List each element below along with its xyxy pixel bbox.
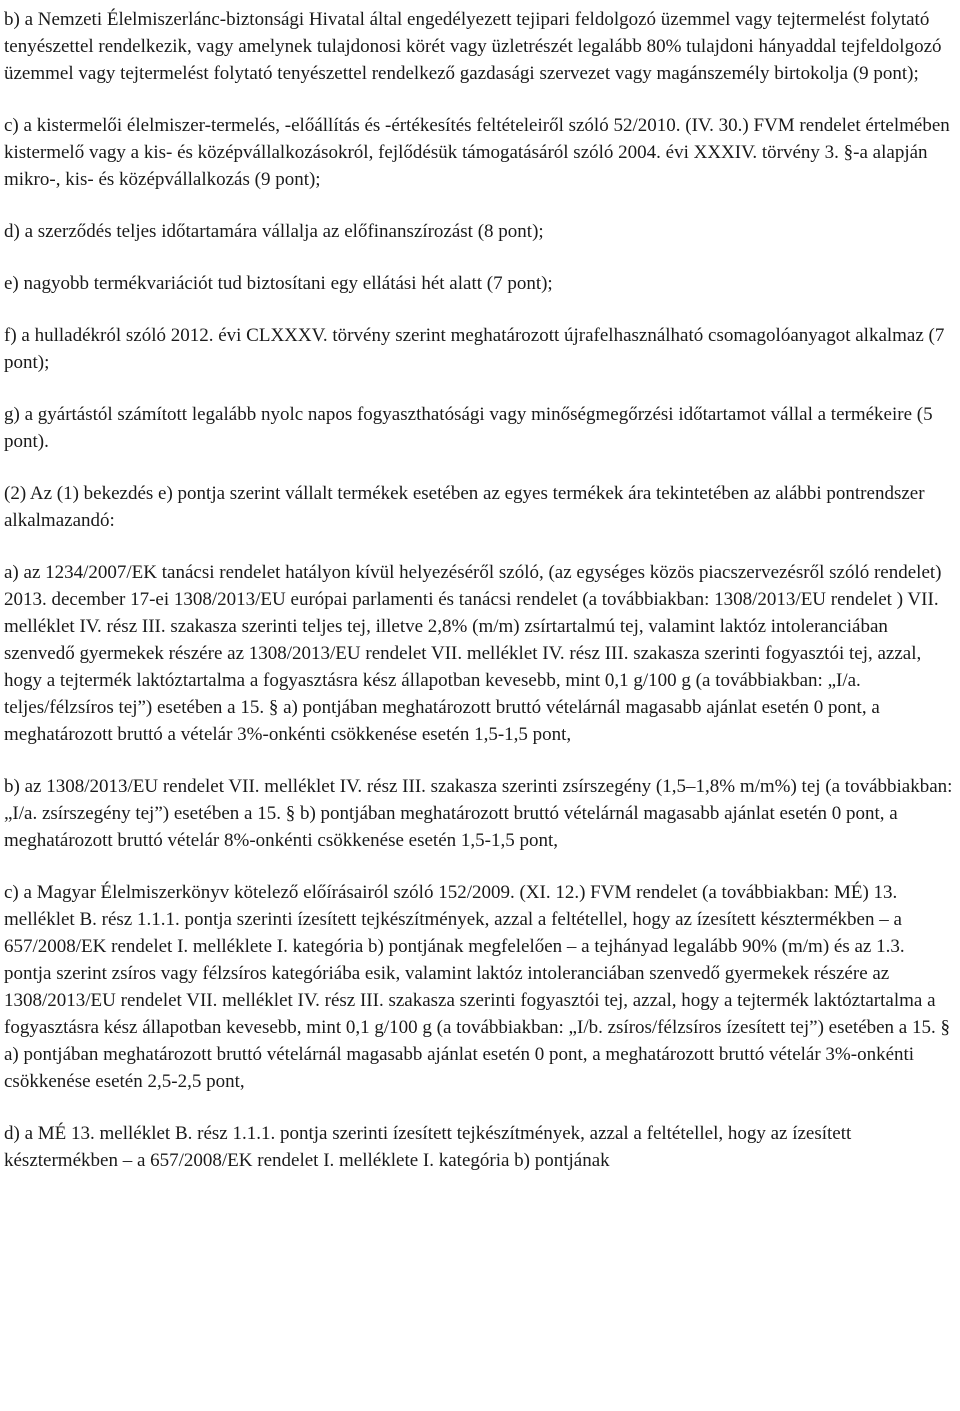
paragraph-e: e) nagyobb termékvariációt tud biztosítani egy ellátási hét alatt (7 pont);	[4, 273, 553, 294]
paragraph-section-2: (2) Az (1) bekezdés e) pontja szerint vállalt termékek esetében az egyes termékek ára tekintetében az alábbi pontrendszer alkalmazandó:	[4, 483, 925, 531]
paragraph-2d: d) a MÉ 13. melléklet B. rész 1.1.1. pontja szerinti ízesített tejkészítmények, azzal a feltétellel, hogy az ízesített késztermékben – a 657/2008/EK rendelet I. melléklete I. kategória b) pontjának	[4, 1123, 852, 1171]
paragraph-2a: a) az 1234/2007/EK tanácsi rendelet hatályon kívül helyezéséről szóló, (az egységes közös piacszervezésről szóló rendelet) 2013. december 17-ei 1308/2013/EU európai parlamenti és tanácsi rendelet (a továbbiakban: 1308/2013/EU rendelet ) VII. melléklet IV. rész III. szakasza szerinti teljes tej, illetve 2,8% (m/m) zsírtartalmú tej, valamint laktóz intoleranciában szenvedő gyermekek részére az 1308/2013/EU rendelet VII. melléklet IV. rész III. szakasza szerinti fogyasztói tej, azzal, hogy a tejtermék laktóztartalma a fogyasztásra kész állapotban kevesebb, mint 0,1 g/100 g (a továbbiakban: „I/a. teljes/félzsíros tej”) esetében a 15. § a) pontjában meghatározott bruttó vételárnál magasabb ajánlat esetén 0 pont, a meghatározott bruttó a vételár 3%-onkénti csökkenése esetén 1,5-1,5 pont,	[4, 562, 942, 745]
paragraph-2b: b) az 1308/2013/EU rendelet VII. melléklet IV. rész III. szakasza szerinti zsírszegény (1,5–1,8% m/m%) tej (a továbbiakban: „I/a. zsírszegény tej”) esetében a 15. § b) pontjában meghatározott bruttó vételárnál magasabb ajánlat esetén 0 pont, a meghatározott bruttó vételár 8%-onkénti csökkenése esetén 1,5-1,5 pont,	[4, 776, 953, 851]
paragraph-f: f) a hulladékról szóló 2012. évi CLXXXV. törvény szerint meghatározott újrafelhasználható csomagolóanyagot alkalmaz (7 pont);	[4, 325, 945, 373]
paragraph-b: b) a Nemzeti Élelmiszerlánc-biztonsági Hivatal által engedélyezett tejipari feldolgozó üzemmel vagy tejtermelést folytató tenyészettel rendelkezik, vagy amelynek tulajdonosi körét vagy üzletrészét legalább 80% tulajdoni hányaddal tejfeldolgozó üzemmel vagy tejtermelést folytató tenyészettel rendelkező gazdasági szervezet vagy magánszemély birtokolja (9 pont);	[4, 9, 942, 84]
paragraph-c: c) a kistermelői élelmiszer-termelés, -előállítás és -értékesítés feltételeiről szóló 52/2010. (IV. 30.) FVM rendelet értelmében kistermelő vagy a kis- és középvállalkozásokról, fejlődésük támogatásáról szóló 2004. évi XXXIV. törvény 3. §-a alapján mikro-, kis- és középvállalkozás (9 pont);	[4, 115, 950, 190]
paragraph-d: d) a szerződés teljes időtartamára vállalja az előfinanszírozást (8 pont);	[4, 221, 544, 242]
paragraph-g: g) a gyártástól számított legalább nyolc napos fogyaszthatósági vagy minőségmegőrzési időtartamot vállal a termékeire (5 pont).	[4, 404, 933, 452]
paragraph-2c: c) a Magyar Élelmiszerkönyv kötelező előírásairól szóló 152/2009. (XI. 12.) FVM rendelet (a továbbiakban: MÉ) 13. melléklet B. rész 1.1.1. pontja szerinti ízesített tejkészítmények, azzal a feltétellel, hogy az ízesített késztermékben – a 657/2008/EK rendelet I. melléklete I. kategória b) pontjának megfelelően – a tejhányad legalább 90% (m/m) és az 1.3. pontja szerint zsíros vagy félzsíros kategóriába esik, valamint laktóz intoleranciában szenvedő gyermekek részére az 1308/2013/EU rendelet VII. melléklet IV. rész III. szakasza szerinti fogyasztói tej, azzal, hogy a tejtermék laktóztartalma a fogyasztásra kész állapotban kevesebb, mint 0,1 g/100 g (a továbbiakban: „I/b. zsíros/félzsíros ízesített tej”) esetében a 15. § a) pontjában meghatározott bruttó vételárnál magasabb ajánlat esetén 0 pont, a meghatározott bruttó vételár 3%-onkénti csökkenése esetén 2,5-2,5 pont,	[4, 882, 950, 1092]
